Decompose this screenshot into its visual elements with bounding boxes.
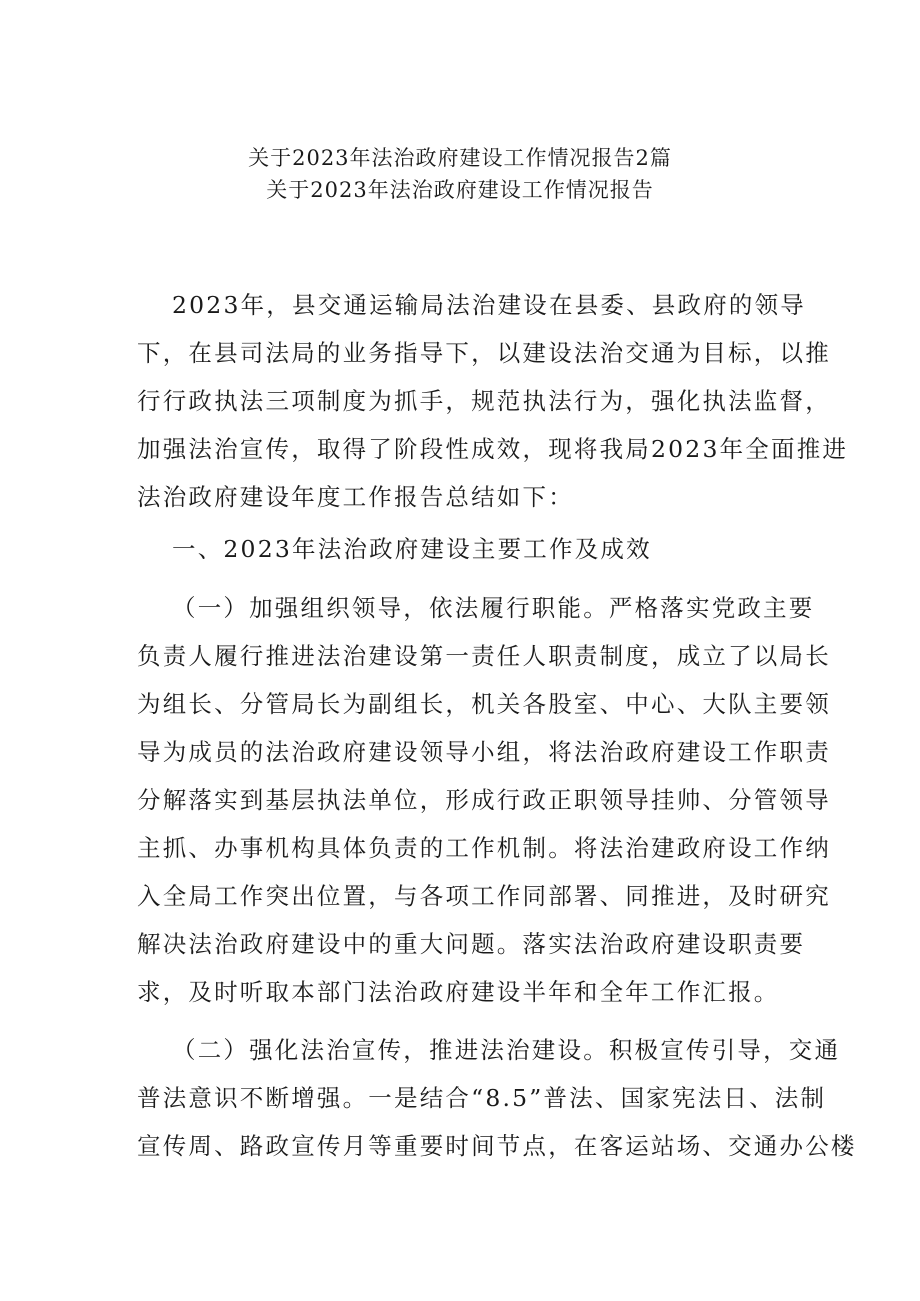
paragraph-line: （二）强化法治宣传，推进法治建设。积极宣传引导，交通 <box>172 1036 841 1064</box>
document-subtitle: 关于2023年法治政府建设工作情况报告 <box>266 178 654 202</box>
title-block <box>0 142 920 206</box>
paragraph-line: 普法意识不断增强。一是结合“8.5”普法、国家宪法日、法制 <box>137 1084 827 1112</box>
paragraph-line: 负责人履行推进法治建设第一责任人职责制度，成立了以局长 <box>137 642 831 670</box>
paragraph-line: 2023年，县交通运输局法治建设在县委、县政府的领导 <box>172 291 807 319</box>
paragraph-line: 导为成员的法治政府建设领导小组，将法治政府建设工作职责 <box>137 738 831 766</box>
paragraph-line: 分解落实到基层执法单位，形成行政正职领导挂帅、分管领导 <box>137 786 831 814</box>
paragraph-line: 求，及时听取本部门法治政府建设半年和全年工作汇报。 <box>137 978 780 1006</box>
paragraph-line: 宣传周、路政宣传月等重要时间节点，在客运站场、交通办公楼 <box>137 1132 857 1160</box>
paragraph-line: 解决法治政府建设中的重大问题。落实法治政府建设职责要 <box>137 930 806 958</box>
paragraph-line: 加强法治宣传，取得了阶段性成效，现将我局2023年全面推进 <box>137 435 849 463</box>
paragraph-line: 法治政府建设年度工作报告总结如下： <box>137 483 574 511</box>
document-title: 关于2023年法治政府建设工作情况报告2篇 <box>248 146 672 170</box>
section-heading: 一、2023年法治政府建设主要工作及成效 <box>172 535 652 563</box>
paragraph-line: 入全局工作突出位置，与各项工作同部署、同推进，及时研究 <box>137 882 831 910</box>
paragraph-line: 为组长、分管局长为副组长，机关各股室、中心、大队主要领 <box>137 690 831 718</box>
paragraph-line: 主抓、办事机构具体负责的工作机制。将法治建政府设工作纳 <box>137 834 831 862</box>
paragraph-line: 行行政执法三项制度为抓手，规范执法行为，强化执法监督， <box>137 387 831 415</box>
paragraph-line: 下，在县司法局的业务指导下，以建设法治交通为目标，以推 <box>137 339 831 367</box>
paragraph-line: （一）加强组织领导，依法履行职能。严格落实党政主要 <box>172 594 815 622</box>
